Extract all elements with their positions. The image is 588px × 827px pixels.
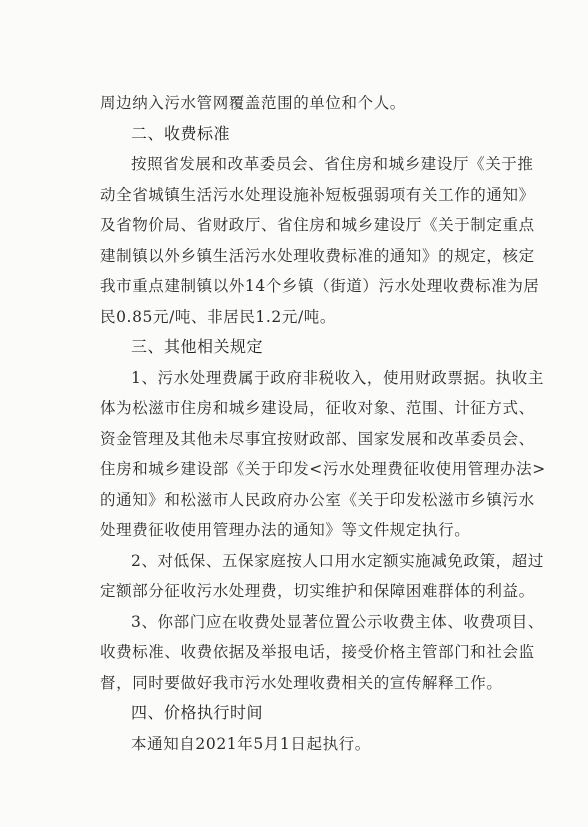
paragraph-line: 体为松滋市住房和城乡建设局，征收对象、范围、计征方式、 [100,399,535,417]
paragraph-line: 住房和城乡建设部《关于印发<污水处理费征收使用管理办法> [100,460,546,478]
paragraph-line: 收费标准、收费依据及举报电话，接受价格主管部门和社会监 [100,643,535,661]
paragraph-line: 按照省发展和改革委员会、省住房和城乡建设厅《关于推 [131,155,534,173]
paragraph-line: 督，同时要做好我市污水处理收费相关的宣传解释工作。 [100,673,503,692]
paragraph-line: 定额部分征收污水处理费，切实维护和保障困难群体的利益。 [100,582,535,600]
paragraph-line: 民0.85元/吨、非居民1.2元/吨。 [100,307,337,326]
paragraph-line: 1、污水处理费属于政府非税收入，使用财政票据。执收主 [131,368,544,387]
paragraph-line: 资金管理及其他未尽事宜按财政部、国家发展和改革委员会、 [100,429,535,448]
paragraph-line: 动全省城镇生活污水处理设施补短板强弱项有关工作的通知》 [100,185,535,204]
paragraph-line: 建制镇以外乡镇生活污水处理收费标准的通知》的规定，核定 [100,246,535,265]
paragraph-line: 本通知自2021年5月1日起执行。 [131,734,371,753]
paragraph-line: 我市重点建制镇以外14个乡镇（街道）污水处理收费标准为居 [100,277,540,295]
section-heading-fee-standard: 二、收费标准 [131,123,231,143]
paragraph-line: 及省物价局、省财政厅、省住房和城乡建设厅《关于制定重点 [100,216,535,234]
paragraph-line: 周边纳入污水管网覆盖范围的单位和个人。 [100,94,406,112]
paragraph-line: 的通知》和松滋市人民政府办公室《关于印发松滋市乡镇污水 [100,490,535,509]
paragraph-line: 处理费征收使用管理办法的通知》等文件规定执行。 [100,521,471,539]
paragraph-line: 2、对低保、五保家庭按人口用水定额实施减免政策，超过 [131,551,544,570]
section-heading-other-rules: 三、其他相关规定 [131,337,264,356]
section-heading-effective-date: 四、价格执行时间 [131,703,264,722]
paragraph-line: 3、你部门应在收费处显著位置公示收费主体、收费项目、 [131,612,544,631]
